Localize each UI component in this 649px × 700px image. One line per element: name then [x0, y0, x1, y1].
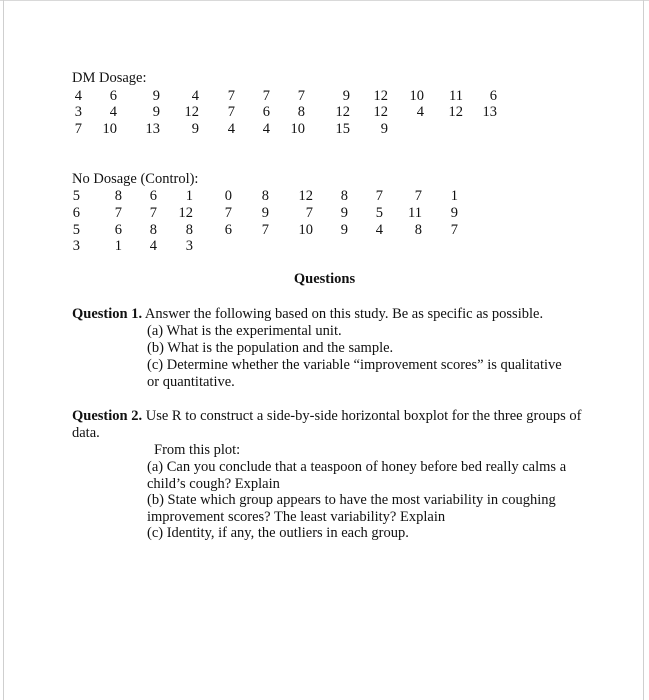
control-value: 7: [149, 205, 157, 221]
question-1-label: Question 1.: [72, 306, 143, 322]
dm-dosage-value: 12: [373, 104, 388, 120]
dm-dosage-value: 10: [409, 88, 424, 104]
dm-dosage-value: 6: [109, 88, 117, 104]
dm-dosage-value: 4: [227, 121, 235, 137]
control-value: 1: [114, 238, 122, 254]
dm-dosage-value: 7: [74, 121, 82, 137]
question-1-text: Answer the following based on this study. Be as specific as possible.: [144, 306, 544, 322]
control-value: 8: [261, 188, 269, 204]
dm-dosage-value: 7: [227, 104, 235, 120]
dm-dosage-value: 9: [342, 88, 350, 104]
control-value: 7: [414, 188, 422, 204]
control-value: 10: [298, 222, 313, 238]
control-value: 8: [185, 222, 193, 238]
control-value: 7: [375, 188, 383, 204]
dm-dosage-heading: DM Dosage:: [72, 70, 147, 86]
control-value: 3: [185, 238, 193, 254]
control-value: 0: [224, 188, 232, 204]
dm-dosage-value: 4: [74, 88, 82, 104]
control-value: 9: [261, 205, 269, 221]
dm-dosage-value: 6: [489, 88, 497, 104]
control-heading: No Dosage (Control):: [72, 171, 199, 187]
control-value: 1: [185, 188, 193, 204]
dm-dosage-value: 12: [335, 104, 350, 120]
control-value: 8: [114, 188, 122, 204]
control-value: 6: [72, 205, 80, 221]
control-value: 8: [414, 222, 422, 238]
questions-title: Questions: [293, 271, 356, 287]
dm-dosage-value: 10: [102, 121, 117, 137]
control-value: 8: [149, 222, 157, 238]
control-value: 1: [450, 188, 458, 204]
dm-dosage-value: 6: [262, 104, 270, 120]
left-border: [3, 0, 4, 700]
dm-dosage-value: 10: [290, 121, 305, 137]
question-2-label: Question 2.: [72, 408, 143, 424]
control-value: 12: [178, 205, 193, 221]
dm-dosage-value: 4: [109, 104, 117, 120]
control-value: 5: [375, 205, 383, 221]
dm-dosage-value: 12: [448, 104, 463, 120]
control-value: 9: [340, 205, 348, 221]
dm-dosage-value: 11: [449, 88, 463, 104]
control-value: 5: [72, 222, 80, 238]
question-2-from: From this plot:: [154, 442, 241, 458]
dm-dosage-value: 7: [297, 88, 305, 104]
control-value: 11: [408, 205, 422, 221]
dm-dosage-value: 12: [373, 88, 388, 104]
control-value: 3: [72, 238, 80, 254]
dm-dosage-value: 9: [191, 121, 199, 137]
control-value: 7: [224, 205, 232, 221]
control-value: 5: [72, 188, 80, 204]
dm-dosage-value: 9: [380, 121, 388, 137]
top-border: [0, 0, 649, 1]
dm-dosage-value: 9: [152, 88, 160, 104]
dm-dosage-value: 12: [184, 104, 199, 120]
control-value: 6: [149, 188, 157, 204]
control-value: 6: [224, 222, 232, 238]
dm-dosage-value: 13: [482, 104, 497, 120]
dm-dosage-value: 15: [335, 121, 350, 137]
control-value: 7: [114, 205, 122, 221]
control-value: 8: [340, 188, 348, 204]
dm-dosage-value: 13: [145, 121, 160, 137]
question-2b: (b) State which group appears to have the most variability in coughing improvement scores? The least variability? Explain: [147, 492, 556, 525]
dm-dosage-value: 3: [74, 104, 82, 120]
control-value: 4: [149, 238, 157, 254]
control-value: 7: [450, 222, 458, 238]
question-1b: (b) What is the population and the sample.: [147, 340, 394, 356]
dm-dosage-value: 9: [152, 104, 160, 120]
question-1c: (c) Determine whether the variable “improvement scores” is qualitative or quantitative.: [147, 357, 562, 390]
dm-dosage-value: 4: [191, 88, 199, 104]
control-value: 12: [298, 188, 313, 204]
control-value: 9: [450, 205, 458, 221]
dm-dosage-value: 4: [262, 121, 270, 137]
control-value: 9: [340, 222, 348, 238]
question-2-intro: [72, 408, 582, 441]
dm-dosage-value: 7: [227, 88, 235, 104]
control-value: 6: [114, 222, 122, 238]
control-value: 7: [261, 222, 269, 238]
right-border: [643, 0, 644, 700]
control-value: 4: [375, 222, 383, 238]
control-value: 7: [305, 205, 313, 221]
question-2a: (a) Can you conclude that a teaspoon of honey before bed really calms a child’s cough? Explain: [147, 459, 567, 492]
question-2-text: Use R to construct a side-by-side horizontal boxplot for the three groups of data.: [72, 408, 582, 441]
dm-dosage-value: 4: [416, 104, 424, 120]
question-2c: (c) Identity, if any, the outliers in each group.: [147, 525, 409, 541]
question-1a: (a) What is the experimental unit.: [147, 323, 342, 339]
dm-dosage-value: 8: [297, 104, 305, 120]
question-1-intro: [72, 306, 592, 323]
dm-dosage-value: 7: [262, 88, 270, 104]
